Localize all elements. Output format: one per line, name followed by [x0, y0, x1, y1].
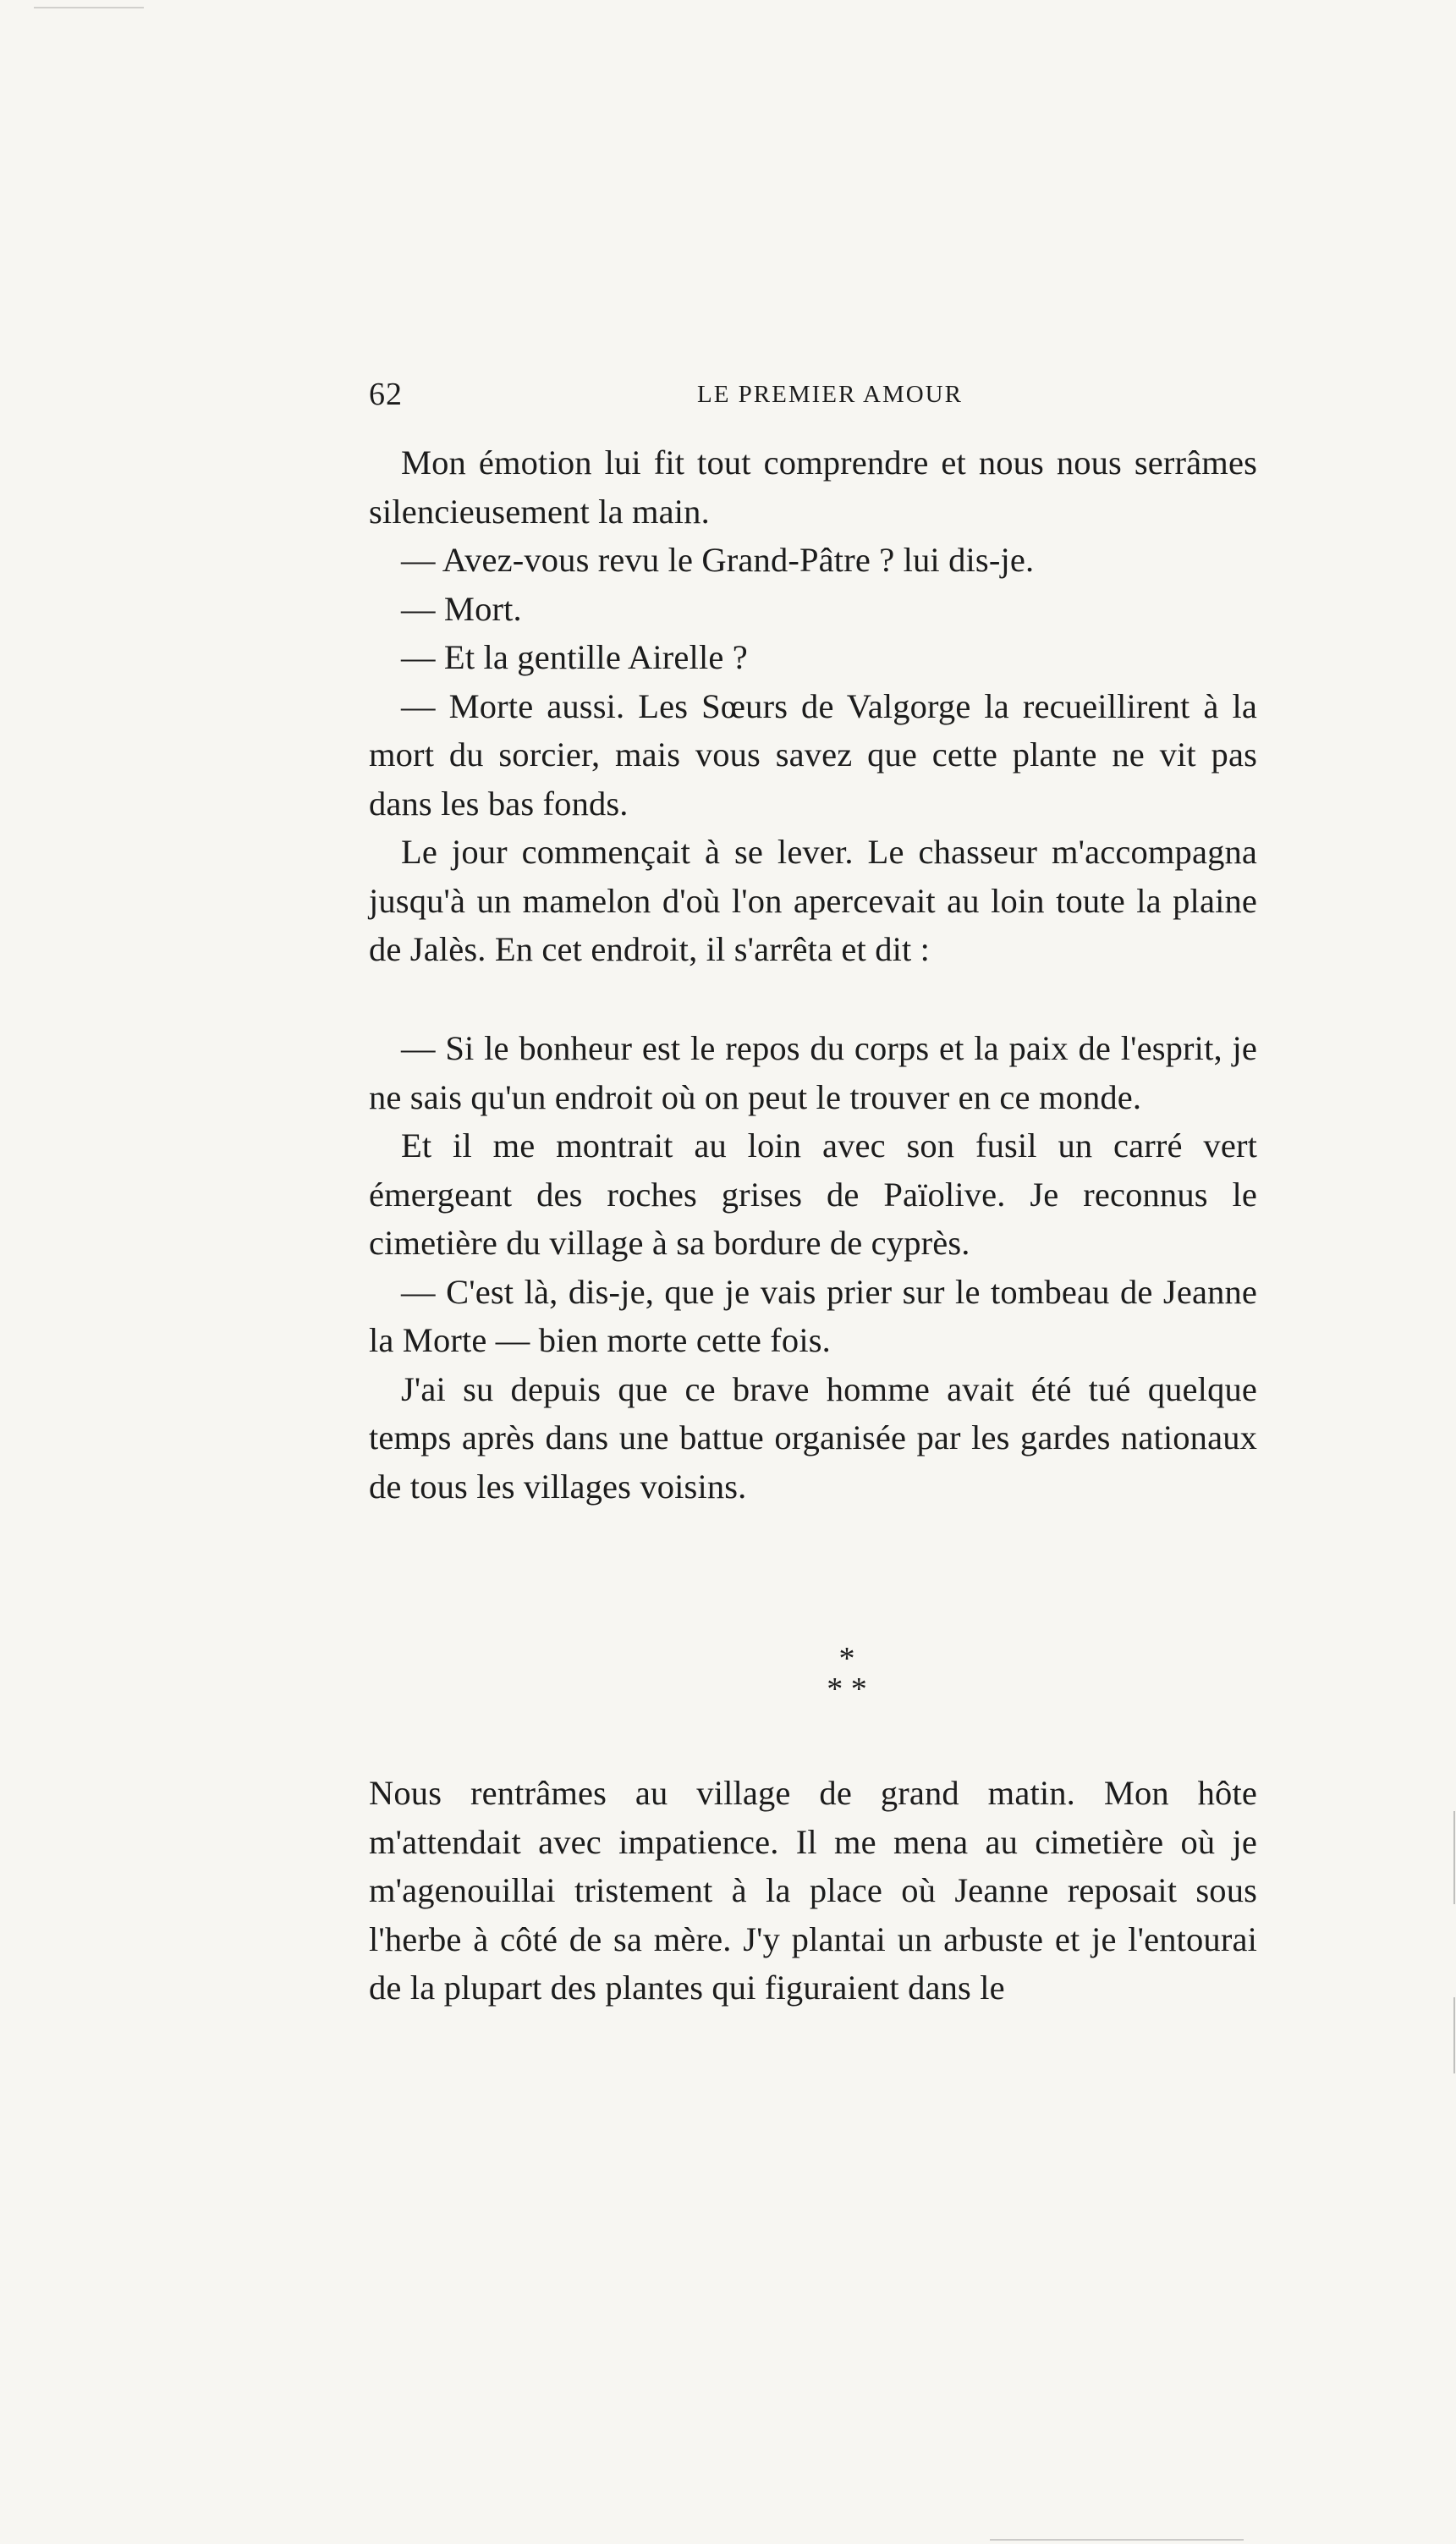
paragraph: Le jour commençait à se lever. Le chasseur m'accompagna jusqu'à un mamelon d'où l'on apercevait au loin toute la plaine de Jalès. En cet endroit, il s'arrêta et dit :	[369, 833, 1257, 968]
paragraph: — Si le bonheur est le repos du corps et la paix de l'esprit, je ne sais qu'un endroit où on peut le trouver en ce monde.	[369, 1029, 1257, 1116]
asterism-divider	[369, 1641, 1257, 1707]
paragraph: J'ai su depuis que ce brave homme avait été tué quelque temps après dans une battue organisée par les gardes nationaux de tous les villages voisins.	[369, 1369, 1257, 1506]
paragraph: — C'est là, dis-je, que je vais prier sur le tombeau de Jeanne la Morte — bien morte cette fois.	[369, 1272, 1257, 1359]
paragraph: — Mort.	[401, 589, 522, 628]
running-title: LE PREMIER AMOUR	[697, 381, 963, 408]
scan-mark	[990, 2539, 1244, 2541]
paragraph: Nous rentrâmes au village de grand matin. Mon hôte m'attendait avec impatience. Il me mena au cimetière où je m'agenouillai tristement à la place où Jeanne reposait sous l'herbe à côté de sa mère. J'y plantai un arbuste et je l'entourai de la plupart des plantes qui figuraient dans le	[369, 1774, 1257, 2007]
paragraph: Et il me montrait au loin avec son fusil un carré vert émergeant des roches grises de Païolive. Je reconnus le cimetière du village à sa bordure de cyprès.	[369, 1126, 1257, 1262]
text-block-third	[369, 1769, 1257, 2013]
paragraph: — Avez-vous revu le Grand-Pâtre ? lui dis-je.	[401, 541, 1035, 579]
paragraph: Mon émotion lui fit tout comprendre et nous nous serrâmes silencieusement la main.	[369, 443, 1257, 531]
scan-mark	[34, 7, 144, 8]
text-block-first	[369, 438, 1257, 974]
running-head	[369, 371, 1257, 418]
paragraph: — Et la gentille Airelle ?	[401, 638, 748, 676]
scan-mark	[1453, 1997, 1455, 2073]
page-number: 62	[369, 377, 403, 412]
asterism-top: *	[838, 1641, 855, 1677]
scan-mark	[1453, 1811, 1455, 1904]
text-block-second	[369, 1024, 1257, 1511]
paragraph: — Morte aussi. Les Sœurs de Valgorge la recueillirent à la mort du sorcier, mais vous savez que cette plante ne vit pas dans les bas fonds.	[369, 686, 1257, 823]
asterism-bottom: * *	[827, 1671, 867, 1707]
